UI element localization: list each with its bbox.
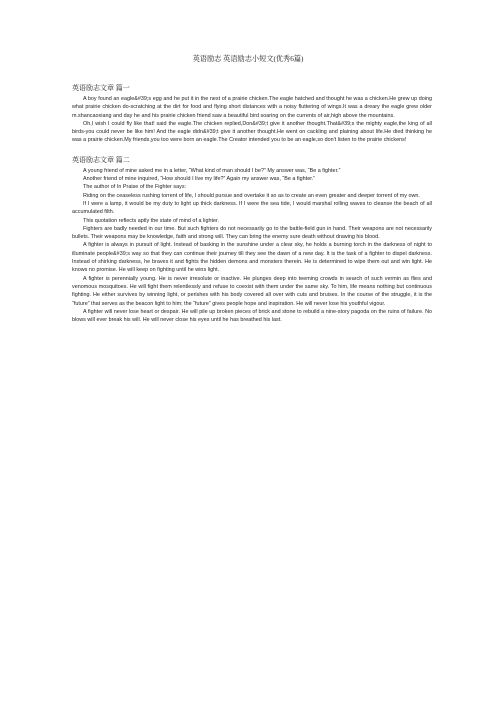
section-heading: 英语励志文章 篇二 xyxy=(72,155,130,164)
paragraph: If I were a lamp, it would be my duty to light up thick darkness. If I were the sea tide, I would marshal rolling waves to cleanse the beach of all accumulated filth. xyxy=(72,200,432,216)
section-1 xyxy=(72,84,432,145)
paragraph: A young friend of mine asked me in a letter, “What kind of man should I be?” My answer was, “Be a fighter.” xyxy=(83,167,341,174)
document-title: 英语励志 英语励志小短文(优秀6篇) xyxy=(192,55,304,63)
paragraph: A fighter is perennially young. He is never irresolute or inactive. He plunges deep into teeming crowds in search of such vermin as flies and venomous mosquitoes. He will fight them relentlessly and refuse to coexist with them under the same sky. To him, life means nothing but continuous fighting. He either survives by winning light, or perishes with his body covered all over with cuts and bruises. In the course of the struggle, it is the “future” that serves as the beacon light to him; the “future” gives people hope and inspiration. He will never lose his youthful vigour. xyxy=(72,275,432,307)
section-heading: 英语励志文章 篇一 xyxy=(72,84,130,92)
paragraph: Riding on the ceaseless rushing torrent of life, I should pursue and overtake it so as to create an even greater and deeper torrent of my own. xyxy=(83,192,420,199)
paragraph: Oh,I wish I could fly like that! said the eagle.The chicken replied,Don&#39;t give it another thought.That&#39;s the mighty eagle,the king of all birds-you could never be like him! And the eagle didn&#39;t give it another thought.He went on cackling and plaining about life.He died thinking he was a prairie chicken.My friends,you too were born an eagle.The Creator intended you to be an eagle,so don't listen to the prairie chickens! xyxy=(72,120,432,144)
paragraph: A fighter will never lose heart or despair. He will pile up broken pieces of brick and stone to rebuild a nine-story pagoda on the ruins of failure. No blows will ever break his will. He will never close his eyes until he has breathed his last. xyxy=(72,308,432,324)
paragraph: A boy found an eagle&#39;s egg and he put it in the nest of a prairie chicken.The eagle hatched and thought he was a chicken.He grew up doing what prairie chicken do-scratching at the dirt for food and flying short distances with a noisy fluttering of wings.It was a dreary the eagle grew older m.shancaoxiang and day he and his prairie chicken friend saw a beautiful bird soaring on the currents of air,high above the mountains. xyxy=(72,96,432,119)
paragraph: This quotation reflects aptly the state of mind of a lighter. xyxy=(83,217,220,224)
paragraph: Another friend of mine inquired, “How should I live my life?” Again my answer was, “Be a fighter.” xyxy=(83,176,316,183)
section-2 xyxy=(72,156,432,325)
paragraph: The author of In Praise of the Fighter says: xyxy=(83,184,187,191)
paragraph: A fighter is always in pursuit of light. Instead of basking in the sunshine under a clear sky, he holds a burning torch in the darkness of night to illuminate people&#39;s way so that they can continue their journey till they see the dawn of a new day. It is the task of a fighter to dispel darkness. Instead of shirking darkness, he braves it and fights the hidden demons and monsters therein. He is determined to wipe them out and win light. He knows no promise. He will keep on fighting until he wins light. xyxy=(72,242,432,274)
document-body xyxy=(72,84,432,324)
section-spacer xyxy=(72,145,432,156)
paragraph: Fighters are badly needed in our time. But such fighters do not necessarily go to the battle-field gun in hand. Their weapons are not necessarily bullets. Their weapons may be knowledge, faith and strong will. They can bring the enemy sure death without drawing his blood. xyxy=(72,225,432,241)
